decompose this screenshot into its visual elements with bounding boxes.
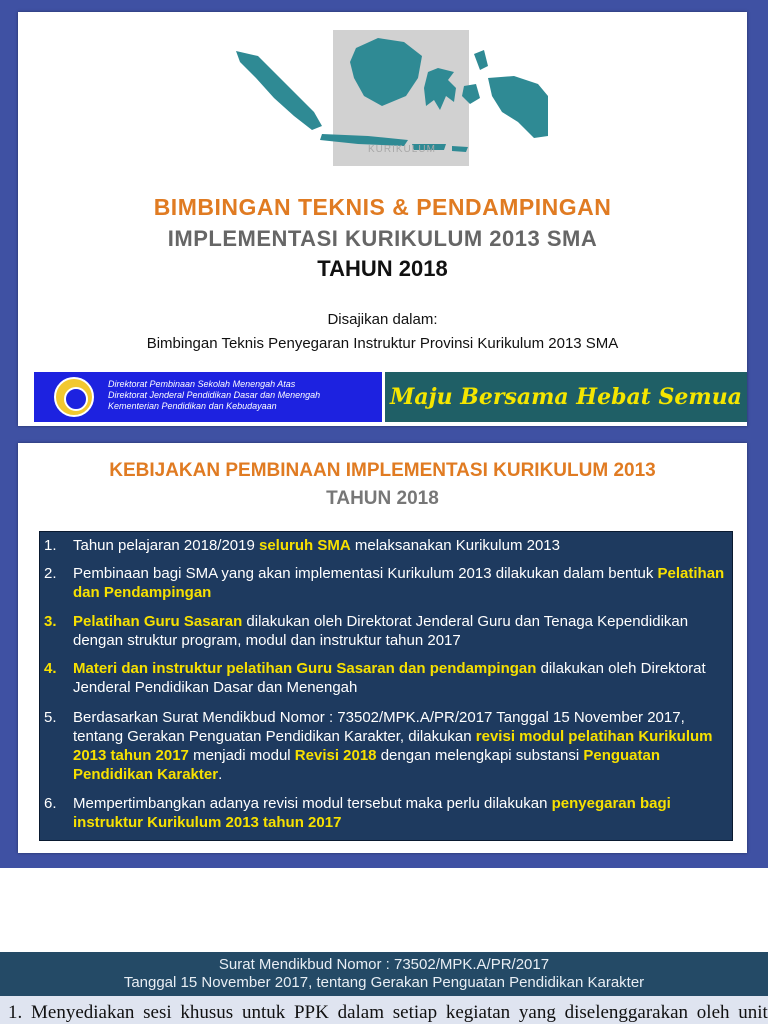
ministry-footer	[34, 372, 382, 422]
slide1-year: TAHUN 2018	[317, 256, 448, 281]
item-highlight: seluruh SMA	[259, 537, 351, 554]
item-highlight: Materi dan instruktur pelatihan Guru Sasaran dan pendampingan	[73, 660, 537, 677]
letter-number: Surat Mendikbud Nomor : 73502/MPK.A/PR/2017	[218, 956, 550, 973]
item-number: 4.	[44, 660, 57, 677]
slide2-title: KEBIJAKAN PEMBINAAN IMPLEMENTASI KURIKULUM 2013	[109, 460, 656, 481]
ministry-lines	[108, 379, 320, 412]
policy-slide	[18, 443, 747, 853]
slide1-subtitle: IMPLEMENTASI KURIKULUM 2013 SMA	[167, 226, 598, 251]
indonesia-map	[218, 26, 548, 176]
item-text: menjadi modul	[188, 747, 295, 764]
item-highlight: Pelatihan Guru Sasaran	[73, 613, 243, 630]
item-text: Mempertimbangkan adanya revisi modul tersebut maka perlu dilakukan	[73, 795, 552, 812]
item-text: dilakukan oleh Direktorat Jenderal Pendidikan Dasar dan Menengah	[73, 660, 706, 696]
item-text: Pembinaan bagi SMA yang akan implementasi Kurikulum 2013 dilakukan dalam bentuk	[73, 565, 658, 582]
item-text: melaksanakan Kurikulum 2013	[350, 537, 560, 554]
ministry-logo-icon	[54, 377, 94, 417]
list-item	[44, 612, 728, 650]
list-item	[44, 536, 728, 555]
motto-text: Maju Bersama Hebat Semua	[390, 384, 742, 410]
item-text: dengan melengkapi substansi	[376, 747, 584, 764]
title-slide	[18, 12, 747, 426]
letter-date-topic: Tanggal 15 November 2017, tentang Gerakan Penguatan Pendidikan Karakter	[123, 974, 645, 991]
policy-list	[39, 531, 733, 841]
presented-label: Disajikan dalam:	[327, 311, 438, 328]
item-text: dilakukan oleh Direktorat Jenderal Guru dan Tenaga Kependidikan dengan struktur program, modul dan instruktur tahun 2017	[73, 613, 689, 649]
letter-header-bar	[0, 952, 768, 996]
partial-list-item: 1. Menyediakan sesi khusus untuk PPK dalam setiap kegiatan yang diselenggarakan oleh unit	[8, 1002, 768, 1023]
item-number: 5.	[44, 709, 57, 726]
ministry-line: Direktorat Jenderal Pendidikan Dasar dan Menengah	[108, 390, 321, 400]
item-highlight: revisi modul pelatihan Kurikulum 2013 tahun 2017	[73, 728, 713, 764]
item-number: 1.	[44, 537, 57, 554]
list-item	[44, 794, 728, 832]
list-item	[44, 564, 728, 602]
list-item	[44, 659, 728, 697]
item-text: .	[218, 766, 223, 783]
slide2-year: TAHUN 2018	[326, 488, 439, 509]
item-highlight: Pelatihan dan Pendampingan	[73, 565, 725, 601]
slide1-title: BIMBINGAN TEKNIS & PENDAMPINGAN	[153, 194, 612, 220]
item-highlight: Penguatan Pendidikan Karakter	[73, 747, 661, 783]
list-item	[44, 708, 728, 784]
item-highlight: penyegaran bagi instruktur Kurikulum 2013 tahun 2017	[73, 795, 671, 831]
ministry-line: Direktorat Pembinaan Sekolah Menengah Atas	[108, 379, 296, 389]
presented-event: Bimbingan Teknis Penyegaran Instruktur Provinsi Kurikulum 2013 SMA	[146, 335, 619, 352]
item-highlight: Revisi 2018	[294, 747, 377, 764]
item-number: 2.	[44, 565, 57, 582]
item-text: Tahun pelajaran 2018/2019	[73, 537, 259, 554]
item-number: 6.	[44, 795, 57, 812]
item-number: 3.	[44, 613, 57, 630]
ministry-line: Kementerian Pendidikan dan Kebudayaan	[108, 401, 277, 411]
map-watermark: KURIKULUM	[368, 144, 436, 155]
item-text: Berdasarkan Surat Mendikbud Nomor : 73502/MPK.A/PR/2017 Tanggal 15 November 2017, tentang Gerakan Penguatan Pendidikan Karakter, dilakukan	[73, 709, 685, 745]
motto-banner	[385, 372, 747, 422]
